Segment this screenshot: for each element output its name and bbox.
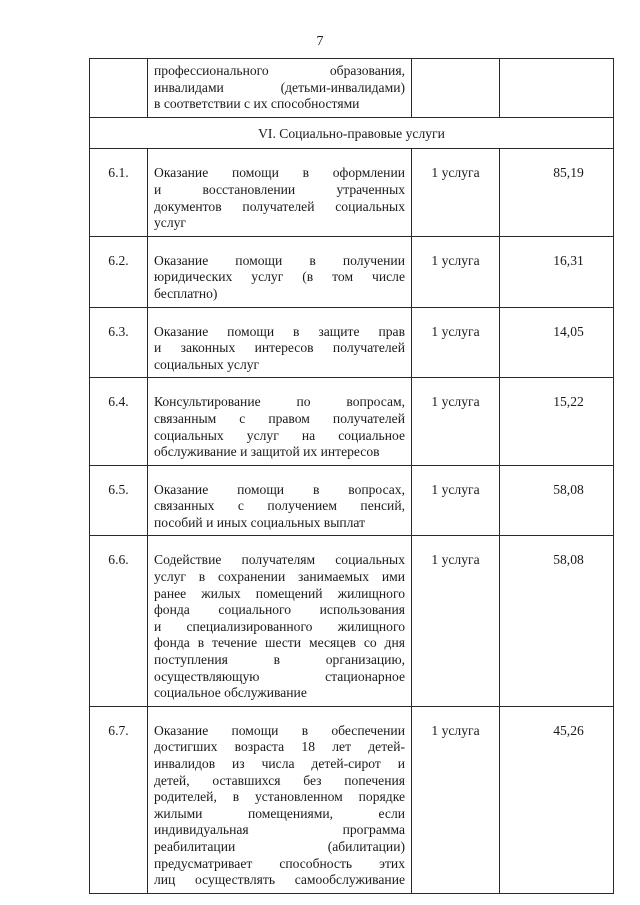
continuation-row — [90, 59, 614, 118]
service-description-line: предусматривает способность этих — [154, 855, 405, 871]
service-description-line: социальное обслуживание — [154, 685, 307, 701]
service-number: 6.2. — [90, 236, 148, 307]
service-row — [90, 465, 614, 536]
service-price: 85,19 — [500, 149, 614, 236]
service-description — [148, 307, 412, 378]
service-description-line: и законных интересов получателей — [154, 340, 405, 356]
service-description — [148, 706, 412, 893]
service-description-line: ранее жилых помещений жилищного — [154, 585, 405, 601]
service-description-line: Оказание помощи в обеспечении — [154, 722, 405, 738]
service-description-line: юридических услуг (в том числе — [154, 269, 405, 285]
service-description-line: Консультирование по вопросам, — [154, 394, 405, 410]
service-description-line: бесплатно) — [154, 285, 218, 301]
service-description — [148, 378, 412, 465]
page-number: 7 — [316, 34, 324, 49]
service-number: 6.3. — [90, 307, 148, 378]
service-description-line: социальных услуг — [154, 356, 260, 372]
service-unit: 1 услуга — [412, 149, 500, 236]
continuation-line: профессионального образования, — [154, 63, 405, 78]
service-price: 15,22 — [500, 378, 614, 465]
service-description-line: пособий и иных социальных выплат — [154, 514, 366, 530]
service-description-line: Оказание помощи в получении — [154, 252, 405, 268]
service-description-line: Оказание помощи в оформлении — [154, 165, 405, 181]
service-unit: 1 услуга — [412, 536, 500, 706]
service-row — [90, 706, 614, 893]
service-description — [148, 465, 412, 536]
service-number: 6.7. — [90, 706, 148, 893]
service-description-line: жилыми помещениями, если — [154, 805, 405, 821]
service-row — [90, 378, 614, 465]
service-description-line: услуг — [154, 215, 186, 231]
section-header-row — [90, 117, 614, 149]
service-unit: 1 услуга — [412, 378, 500, 465]
service-description-line: Оказание помощи в вопросах, — [154, 481, 405, 497]
service-price: 16,31 — [500, 236, 614, 307]
service-description-line: инвалидов из числа детей-сирот и — [154, 756, 405, 771]
service-description-line: обслуживание и защитой их интересов — [154, 444, 380, 460]
service-number: 6.4. — [90, 378, 148, 465]
service-description — [148, 536, 412, 706]
section-title: VI. Социально-правовые услуги — [90, 117, 614, 149]
service-unit: 1 услуга — [412, 706, 500, 893]
continuation-line: в соответствии с их способностями — [154, 96, 360, 112]
service-description-line: документов получателей социальных — [154, 198, 405, 214]
service-description-line: фонда в течение шести месяцев со дня — [154, 635, 405, 651]
service-description-line: лиц осуществлять самообслуживание — [154, 872, 405, 888]
continuation-num-cell — [90, 59, 148, 118]
service-description-line: детей, оставшихся без попечения — [154, 772, 405, 788]
service-row — [90, 536, 614, 706]
service-description-line: социальных услуг на социальное — [154, 427, 405, 443]
service-description-line: связанных с получением пенсий, — [154, 498, 405, 514]
service-unit: 1 услуга — [412, 465, 500, 536]
service-description-line: реабилитации (абилитации) — [154, 838, 405, 854]
service-price: 45,26 — [500, 706, 614, 893]
service-description-line: Содействие получателям социальных — [154, 552, 405, 568]
service-row — [90, 307, 614, 378]
continuation-price-cell — [500, 59, 614, 118]
service-number: 6.1. — [90, 149, 148, 236]
continuation-line: инвалидами (детьми-инвалидами) — [154, 79, 405, 95]
service-description-line: услуг в сохранении занимаемых ими — [154, 569, 405, 585]
service-number: 6.6. — [90, 536, 148, 706]
service-description-line: достигших возраста 18 лет детей- — [154, 739, 405, 755]
service-description-line: фонда социального использования — [154, 602, 405, 618]
service-description-line: осуществляющую стационарное — [154, 668, 405, 684]
service-description-line: и специализированного жилищного — [154, 618, 405, 634]
continuation-description — [148, 59, 412, 118]
service-description — [148, 236, 412, 307]
service-price: 58,08 — [500, 465, 614, 536]
service-unit: 1 услуга — [412, 236, 500, 307]
service-description-line: родителей, в установленном порядке — [154, 789, 405, 805]
service-price: 58,08 — [500, 536, 614, 706]
service-unit: 1 услуга — [412, 307, 500, 378]
service-number: 6.5. — [90, 465, 148, 536]
service-description-line: индивидуальная программа — [154, 822, 405, 838]
service-row — [90, 236, 614, 307]
service-description — [148, 149, 412, 236]
service-description-line: и восстановлении утраченных — [154, 181, 405, 197]
service-row — [90, 149, 614, 236]
service-description-line: связанным с правом получателей — [154, 410, 405, 426]
continuation-unit-cell — [412, 59, 500, 118]
services-table — [89, 58, 614, 894]
service-description-line: поступления в организацию, — [154, 652, 405, 668]
service-description-line: Оказание помощи в защите прав — [154, 323, 405, 339]
service-price: 14,05 — [500, 307, 614, 378]
